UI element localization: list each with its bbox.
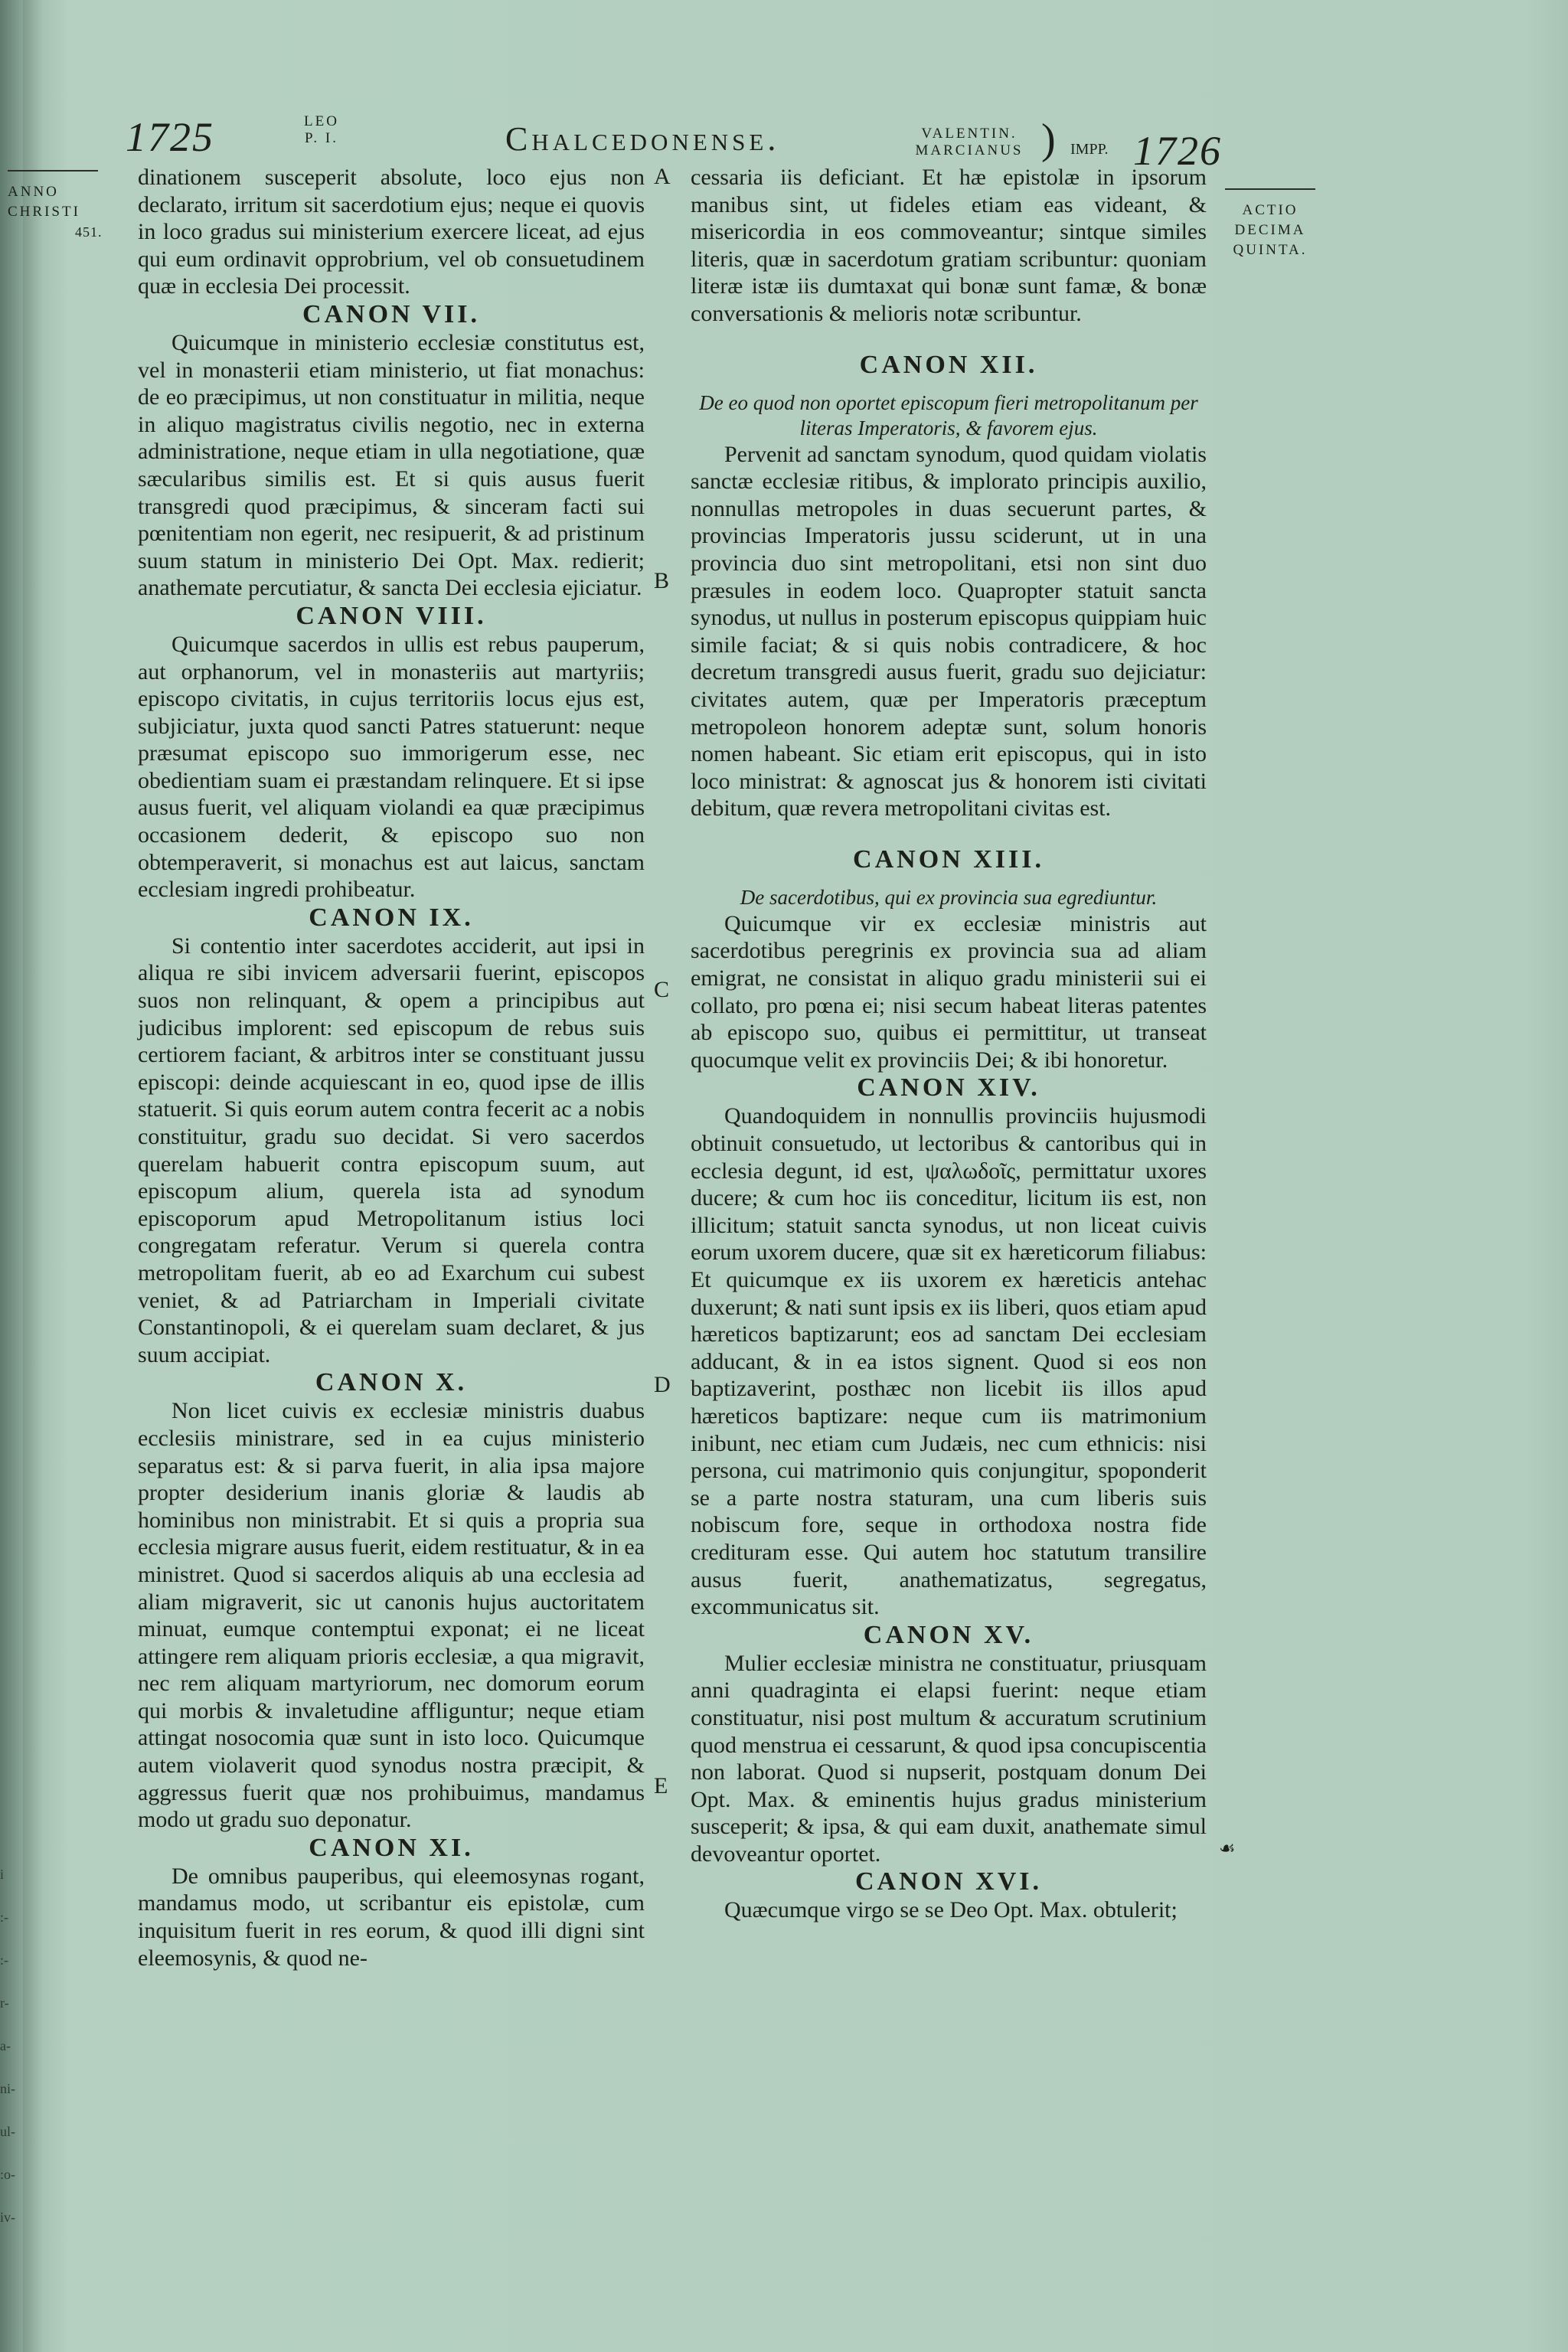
canon-text: De omnibus pauperibus, qui eleemosynas rogant, mandamus modo, ut scribantur eis epistolæ, cum inquisitum fuerit in res eorum, & quod illi digni sint eleemosynis, & quod ne- xyxy=(138,1863,645,1971)
page-number-left: 1725 xyxy=(126,114,214,160)
canon-rubric: De sacerdotibus, qui ex provincia sua egrediuntur. xyxy=(740,885,1158,909)
canon-title: CANON XII. xyxy=(859,350,1038,379)
section-letter-a: A xyxy=(654,164,671,189)
section-letter-d: D xyxy=(654,1372,671,1397)
header-title: Chalcedonense. xyxy=(505,120,780,158)
canon-title: CANON IX. xyxy=(309,903,474,932)
page-number-right: 1726 xyxy=(1133,128,1222,174)
canon-text: Quicumque vir ex ecclesiæ ministris aut sacerdotibus peregrinis ex provincia sua ad aliam emigrat, ne consistat in aliquo gradu ministerii sui ei collato, pro pœna ei; nisi secum habeat literas patentes ab episcopo suo, quibus ei permittitur, ut transeat quocumque velit ex provinciis Dei; & ibi honoretur. xyxy=(691,910,1207,1073)
c6-continuation: dinationem susceperit absolute, loco ejus non declarato, irritum sit sacerdotium ejus; neque ei quovis in loco gradus sui ministerium exercere liceat, ad ejus qui eum ordinavit opprobrium, vel ob consuetudinem quæ in ecclesia Dei processit. xyxy=(138,165,645,299)
canon-text: Pervenit ad sanctam synodum, quod quidam violatis sanctæ ecclesiæ ritibus, & implorato principis auxilio, nonnullas metropoles in duas secuerunt partes, & provincias Imperatoris jussu sciderunt, ut in una provincia duo sint metropolitani, etsi non sint duo præsules in eodem loco. Quapropter statuit sancta synodus, ut nullus in posterum episcopus quippiam huic simile faciat; & si quis nobis contradicere, & hoc decretum transgredi ausus fuerit, gradu suo dejiciatur: civitates autem, quæ per Imperatoris præceptum metropoleon honorem adeptæ sunt, solum honoris nomen habeant. Sic etiam erit episcopus, qui in isto loco ministrat: & agnoscat jus & honorem isti civitati debitum, quæ revera metropolitani civitas est. xyxy=(691,441,1207,822)
margin-year: 451. xyxy=(75,224,103,240)
running-header xyxy=(0,107,1568,174)
canon-title: CANON XV. xyxy=(863,1620,1034,1649)
left-column xyxy=(138,164,645,1971)
canon-title: CANON VII. xyxy=(302,299,481,328)
canon-title: CANON XIV. xyxy=(857,1073,1040,1102)
section-letter-b: B xyxy=(654,568,670,593)
asterisk-mark: ☙ xyxy=(1219,1838,1236,1859)
canon-title: CANON X. xyxy=(315,1368,468,1397)
margin-rule-right xyxy=(1225,188,1315,190)
margin-decima: DECIMA xyxy=(1234,222,1306,238)
margin-note-actio xyxy=(1220,181,1320,260)
header-leo: LEO P. I. xyxy=(304,113,339,146)
margin-quinta: QUINTA. xyxy=(1233,242,1308,258)
canon-title: CANON VIII. xyxy=(296,601,487,630)
canon-text: Quicumque sacerdos in ullis est rebus pauperum, aut orphanorum, vel in monasteriis aut martyriis; episcopo civitatis, in cujus territoriis locus ejus est, subjiciatur, juxta quod sancti Patres statuerunt: neque præsumat episcopo suo immorigerum esse, nec obedientiam suam ei præstandam relinquere. Et si ipse ausus fuerit, vel aliquam violandi ea quæ præcipimus occasionem dederit, & episcopo suo non obtemperaverit, si monachus est aut laicus, sanctam ecclesiam ingredi prohibeatur. xyxy=(138,631,645,903)
margin-anno: ANNO xyxy=(8,184,59,200)
canon-text: Si contentio inter sacerdotes acciderit, aut ipsi in aliqua re sibi invicem adversarii fuerint, episcopos suos non relinquant, & opem a principibus aut judicibus implorent: sed episcopum de rebus suis certiorem faciant, & arbitros inter se constituant jussu episcopi: deinde acquiescant in eo, quod ipse de illis statuerit. Si quis eorum autem contra fecerit ac a nobis constituitur, gradu suo decidat. Si vero sacerdos querelam habuerit contra episcopum suum, aut episcopum alium, querela ista ad synodum episcoporum apud Metropolitanum istius loci congregatam referatur. Verum si querela contra metropolitam fuerit, ab eo ad Exarchum cui subest veniet, & ad Patriarcham in Imperiali civitate Constantinopoli, & ei querelam suam declaret, & jus suum accipiat. xyxy=(138,933,645,1367)
section-letter-c: C xyxy=(654,977,670,1002)
canon-title: CANON XIII. xyxy=(853,844,1044,874)
gutter-bleed-marks: i :- :- r- a- ni- ul- :o- iv- xyxy=(0,1867,15,2225)
canon-rubric: De eo quod non oportet episcopum fieri metropolitanum per literas Imperatoris, & favorem ejus. xyxy=(699,390,1198,439)
canon-text: Quæcumque virgo se se Deo Opt. Max. obtulerit; xyxy=(724,1897,1178,1923)
canon-title: CANON XVI. xyxy=(855,1867,1042,1896)
section-letter-e: E xyxy=(654,1773,668,1798)
header-impp: IMPP. xyxy=(1070,141,1109,158)
c11-continuation: cessaria iis deficiant. Et hæ epistolæ in ipsorum manibus sint, ut fideles etiam eas videant, & misericordia in eos commoveantur; sintque similes literis, quæ in sacerdotum gratiam scribuntur: quoniam literæ istæ iis dumtaxat qui bonæ sunt famæ, & bonæ conversationis & melioris notæ scribuntur. xyxy=(691,165,1207,326)
canon-text: Quandoquidem in nonnullis provinciis hujusmodi obtinuit consuetudo, ut lectoribus & cantoribus qui in ecclesia degunt, id est, ψαλωδοῖς, permittatur uxores ducere; & cum hoc iis conceditur, licitum iis est, non illicitum; statuit sancta synodus, ut non liceat cuivis eorum uxorem ducere, quæ sit ex hæreticorum filiabus: Et quicumque ex iis uxorem ex hæreticis antehac duxerunt; & nati sunt ipsis ex iis liberi, quos etiam apud hæreticos baptizarunt; eos ad sanctam Dei ecclesiam adducant, & in ea istos signent. Quod si eos non baptizaverint, posthæc non licebit iis illos apud hæreticos baptizare: neque cum iis matrimonium inibunt, nec etiam cum Judæis, nec cum ethnicis: nisi persona, cui matrimonio quis conjungitur, spoponderit se a parte nostra staturam, una cum liberis suis nobiscum fore, seque in orthodoxa nostra fide credituram esse. Qui autem hoc statutum transilire ausus fuerit, anathematizatus, segregatus, excommunicatus sit. xyxy=(691,1103,1207,1620)
canon-text: Non licet cuivis ex ecclesiæ ministris duabus ecclesiis ministrare, sed in ea cujus ministerio separatus est: & si parva fuerit, in alia ipsa majore propter desiderium inanis gloriæ & laudis ab hominibus non ministrabit. Et si quis a propria sua ecclesia migrare ausus fuerit, eidem restituatur, & in ea ministret. Quod si sacerdos aliquis ab una ecclesia ad aliam migraverit, sic ut canonis hujus auctoritatem minuat, eumque contemptui exponat; ei ne liceat attingere rem aliquam prioris ecclesiæ, a qua migravit, nec rem aliquam martyriorum, nec domorum eorum qui morbis & invaletudine affliguntur; neque etiam attingat nosocomia quæ sunt in isto loco. Quicumque autem violaverit quod synodus nostra præcipit, & aggressus fuerit quæ nos prohibuimus, mandamus modo ut gradu suo deponatur. xyxy=(138,1398,645,1833)
margin-rule xyxy=(8,170,98,172)
header-brace: ) xyxy=(1041,116,1056,163)
margin-note-year xyxy=(8,162,107,242)
canon-text: Quicumque in ministerio ecclesiæ constitutus est, vel in monasterii etiam ministerio, ut fiat monachus: de eo præcipimus, ut non constituatur in militia, neque in aliquo magistratus civilis negotio, nec in externa administratione, neque etiam in ulla negotiatione, quæ sæcularibus similis est. Et si quis ausus fuerit transgredi quod præcipimus, & sinceram facti sui pœnitentiam non egerit, nec resipuerit, & ad pristinum suum statum in ministerio Dei Opt. Max. redierit; anathemate percutiatur, & sancta Dei ecclesia ejiciatur. xyxy=(138,329,645,601)
margin-christi: CHRISTI xyxy=(8,204,80,220)
right-column xyxy=(691,164,1207,1924)
header-emperors: VALENTIN. MARCIANUS xyxy=(915,126,1024,158)
canon-title: CANON XI. xyxy=(309,1833,474,1862)
canon-text: Mulier ecclesiæ ministra ne constituatur, priusquam anni quadraginta ei elapsi fuerint: neque etiam constituatur, nisi post multum & accuratum scrutinium quod menstrua ei cessarunt, & quod ipsa concupiscentia non laborat. Quod si nupserit, postquam donum Dei Opt. Max. & eminentis hujus gradus ministerium susceperit; & ipsa, & qui eam duxit, anathemate simul devoveantur oportet. xyxy=(691,1650,1207,1867)
margin-actio: ACTIO xyxy=(1242,202,1298,218)
